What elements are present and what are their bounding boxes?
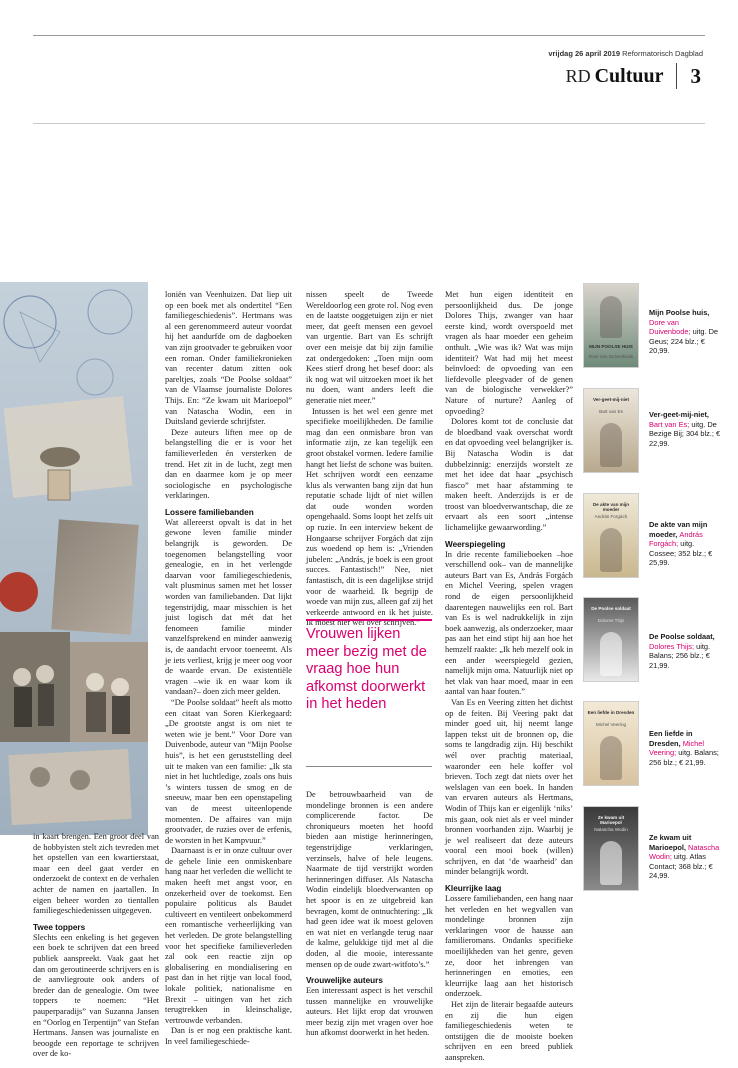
subheading: Twee toppers	[33, 922, 86, 932]
book-author: Natascha Wodin;	[649, 842, 720, 862]
paragraph: In drie recente familieboeken –hoe verschillend ook– van de mannelijke auteurs Bart van Es, András Forgách en Michel Veering, spelen vragen rond de eigen persoonlijkheid daarentegen nauwelijks een rol. Bart van Es is wel nadrukkelijk in zijn boek aanwezig, als onderzoeker, maar pas aan het eind stipt hij aan hoe het hemzelf raakte: „Ik heb mezelf ook in een ander weerspiegeld gezien, namelijk mijn oma. Natuurlijk niet op het vlak van haar moed, maar in een aantal van haar fouten.”	[445, 549, 573, 697]
book-details: uitg. De Bezige Bij; 304 blz.; € 22,99.	[649, 419, 721, 448]
book-cover-author: Bart van Es	[599, 409, 623, 414]
article-column-1	[33, 832, 159, 1060]
article-column-2	[165, 290, 292, 1048]
paragraph: in kaart brengen. Een groot deel van de hobbyisten stelt zich tevreden met het opstellen van een kwartierstaat, maar een deel gaat verder en onderzoekt de context en de verhalen achter de namen en jaartallen. In eigen beheer worden zo tientallen familiegeschiedenissen uitgegeven.	[33, 832, 159, 916]
book-cover-title: Een liefde in Dresden	[587, 710, 635, 715]
book-title: De akte van mijn moeder,	[649, 520, 708, 539]
book-title: Ver-geet-mij-niet,	[649, 410, 709, 419]
paragraph: Van Es en Veering zitten het dichtst op de feiten. Bij Veering pakt dat minder goed uit, hij neemt lange lappen tekst uit de bronnen op, die soms te langdradig zijn. Hij beschikt wél over prachtig materiaal, waaronder een hele koffer vol brieven. Toch zegt dat niets over het welslagen van een boek. In handen van ervaren auteurs als Hertmans, Wodin of Thijs kan er eigenlijk ‘niks’ mis gaan, ook niet als er veel minder bronnen voorhanden zijn. Waarbij je je wel realiseert dat deze auteurs vooral een mooi boek (willen) schrijven, en dat ‘de waarheid’ dan minder belangrijk wordt.	[445, 697, 573, 877]
book-cover-author: Michel Veering	[595, 722, 627, 727]
article-column-3	[306, 290, 433, 629]
book-cover-author: Dore van Duivenbode	[588, 354, 634, 359]
collage-illustration	[0, 282, 148, 835]
book-author: Bart van Es;	[649, 419, 692, 429]
book-title: De Poolse soldaat,	[649, 632, 715, 641]
book-title: Ze kwam uit Marioepol,	[649, 833, 692, 852]
issue-date: vrijdag 26 april 2019	[548, 49, 621, 58]
article-column-3-lower	[306, 790, 433, 1039]
brand-mark: RD	[565, 65, 591, 86]
paragraph: Dolores komt tot de conclusie dat de bloedband vaak overschat wordt en dat opvoeding veel belangrijker is. Bij Natascha Wodin is dat dubbelzinnig: enerzijds worstelt ze met het idee dat haar „psychisch fiasco” met haar afstamming te maken heeft. Anderzijds is er de troost van bloedverwantschap, die ze ervaart als een soort „intense lichamelijke gewaarwording.”	[445, 417, 573, 533]
book-cover	[583, 806, 639, 891]
book-cover-figure	[600, 296, 622, 338]
paragraph: Met hun eigen identiteit en persoonlijkheid dus. De jonge Dolores Thijs, zwanger van haar eerste kind, wordt overspoeld met vragen als haar moeder een geheim onthult. „Wie was ik? Wat was mijn identiteit? Wat had mij het meest beïnvloed: de opvoeding van een liefdevolle pleegvader of de genen van de biologische verwekker?” Nature of nurture? Aanleg of opvoeding?	[445, 290, 573, 416]
book-cover-figure	[600, 736, 622, 780]
paragraph: “De Poolse soldaat” heeft als motto een citaat van Soren Kierkegaard: „De grootste angst is om niet te weten wie je bent.” Voor Dore van Duivenbode, auteur van “Mijn Poolse huis”, is het een geruststelling deel uit te maken van een familie: „Ik sta niet in het luchtledige, zoals ons huis ’s winters tussen de smog en de sneeuw, maar ben een openstapeling van de meest uiteenlopende momenten. De affaires van mijn grootvader, de ruzies over de erfenis, de worsten in het Kampvuur.”	[165, 697, 292, 845]
book-author: Dolores Thijs;	[649, 641, 697, 651]
subheading: Kleurrijke laag	[445, 884, 502, 894]
book-info	[649, 308, 721, 356]
paragraph: Wat allereerst opvalt is dat in het gewone leven familie minder belangrijk is geworden. De toegenomen belangstelling voor genealogie, en in het verlengde daarvan voor familiegeschiedenis, valt plusminus samen met het losser worden van familiebanden. Dat lijkt tegenstrijdig, maar misschien is het juist logisch dat mét dat het fenomeen familie minder vanzelfsprekend en minder aanwezig is, de aandacht ervoor toeneemt. Als je iets verliest, krijg je meer oog voor de waarde ervan. De existentiële vragen –wie ik en waar kom ik vandaan?– doen zich meer gelden.	[165, 517, 292, 697]
paper-name: Reformatorisch Dagblad	[622, 49, 703, 58]
book-cover-title: MIJN POOLSE HUIS	[589, 344, 633, 349]
book-details: uitg. Cossee; 352 blz.; € 25,99.	[649, 539, 713, 568]
paragraph: Dan is er nog een praktische kant. In veel familiegeschiede-	[165, 1026, 292, 1046]
book-cover	[583, 701, 639, 786]
top-rule	[33, 35, 705, 36]
pull-quote: Vrouwen lijken meer bezig met de vraag hoe hun afkomst doorwerkt in het heden	[306, 619, 432, 767]
paragraph: loniën van Veenhuizen. Dat liep uit op een boek met als ondertitel “Een familiegeschiedenis”. Hertmans was al een gerenommeerd auteur voordat hij het aandurfde om de dagboeken van zijn grootvader te gebruiken voor een roman. Onder familiekronieken van recenter datum zitten ook pareltjes, zoals “De Poolse soldaat” van de Vlaamse journaliste Dolores Thijs. En: “Ze kwam uit Marioepol” van Natascha Wodin, een in Duitsland gevierde schrijfster.	[165, 290, 292, 427]
paragraph: Slechts een enkeling is het gegeven een boek te schrijven dat een breed publiek aanspreekt. Vaak gaat het dan om geroutineerde schrijvers en is de aanvliegroute ook anders of breder dan de genealogie. Om twee toppers te noemen: “Het pauperparadijs” van Suzanna Jansen en “Oorlog en Terpentijn” van Stefan Hertmans. Jansen was journaliste en beoogde een reportage te schrijven over de ko-	[33, 932, 159, 1059]
subheading: Lossere familiebanden	[165, 507, 254, 517]
article-column-4	[445, 290, 573, 1064]
masthead-divider	[676, 63, 677, 89]
book-cover-author: András Forgách	[594, 514, 628, 519]
subheading: Vrouwelijke auteurs	[306, 976, 383, 986]
article-photo-collage	[0, 282, 148, 835]
book-cover-title: Ver-geet-mij-niet	[593, 397, 629, 402]
paragraph: nissen speelt de Tweede Wereldoorlog een grote rol. Nog even en de laatste ooggetuigen zijn er niet meer, dat geeft mensen een gevoel van urgentie. Bart van Es schrijft over een meisje dat bij zijn familie zat ondergedoken: „Toen mijn oom Kees stierf drong het besef door: als ik nog wat wil uitzoeken moet ik het nu doen, want anders leeft die generatie niet meer.”	[306, 290, 433, 405]
book-cover	[583, 597, 639, 682]
paragraph: Een interessant aspect is het verschil tussen mannelijke en vrouwelijke auteurs. Het lijkt erop dat vrouwen meer bezig zijn met vragen over hoe hun afkomst doorwerkt in het heden.	[306, 986, 433, 1038]
book-cover-figure	[600, 841, 622, 885]
book-author: Michel Veering;	[649, 738, 705, 758]
book-title: Mijn Poolse huis,	[649, 308, 710, 317]
book-cover-author: Natascha Wodin	[594, 827, 628, 832]
book-cover-figure	[600, 632, 622, 676]
header-bottom-rule	[33, 123, 705, 124]
subheading: Weerspiegeling	[445, 539, 506, 549]
paragraph: Daarnaast is er in onze cultuur over de gehele linie een onmiskenbare hang naar het verleden die wellicht te maken heeft met angst voor, en onzekerheid over de toekomst. Een populaire politicus als Baudet cultiveert en ventileert onbekommerd een romantische verheerlijking van het verleden. De grote belangstelling voor het specifieke familieverleden zal ook een reactie zijn op globalisering en mondialisering en past dan in het rijtje van local food, lokale politiek, nationalisme en Brexit – uitingen van het zich terugtrekken in kleinschalige, vertrouwde verbanden.	[165, 846, 292, 1025]
book-author: Dore van Duivenbode;	[649, 317, 693, 337]
book-info	[649, 410, 721, 448]
book-cover	[583, 283, 639, 368]
book-info	[649, 833, 721, 881]
book-cover	[583, 493, 639, 578]
book-info	[649, 729, 721, 767]
paragraph: Intussen is het wel een genre met specifieke moeilijkheden. De familie mag dan een onmisbare bron van informatie zijn, ze kan tegelijk een groot obstakel vormen. Iedere familie hangt het liefst de schone was buiten. Het schrijven wordt een eenzame klus als verwanten bang zijn dat hun reputatie schade lijdt of niet willen dat oude wonden worden opengehaald. Soms loopt het zelfs uit op ruzie. In een interview bekent de Hongaarse schrijver Forgách dat zijn zus woedend op hem is: „Vrienden jubelen: „András, je boek is een groot succes. Fantastisch!” Nee, niet fantastisch, dit is een dagelijkse strijd voor de waarheid. Ik begrijp de woede van mijn zus, alleen gaf zij het verkeerde antwoord en ik het juiste. Ik moest hier wel over schrijven.”	[306, 406, 433, 628]
section-masthead	[566, 61, 701, 91]
book-details: uitg. Balans; 256 blz.; € 21,99.	[649, 641, 711, 670]
book-cover-title: De Poolse soldaat	[591, 606, 631, 611]
paragraph: Het zijn de literair begaafde auteurs en zij die hun eigen familiegeschiedenis weten te ontstijgen die de mooiste boeken schrijven en een breed publiek aanspreken.	[445, 1000, 573, 1062]
page-number: 3	[690, 63, 701, 88]
book-cover-title: De akte van mijn moeder	[592, 502, 630, 513]
book-cover	[583, 388, 639, 473]
section-title: Cultuur	[594, 64, 664, 87]
book-details: uitg. Balans; 256 blz.; € 21,99.	[649, 748, 719, 767]
book-cover-figure	[600, 423, 622, 467]
book-author: András Forgách;	[649, 529, 703, 549]
book-cover-author: Dolores Thijs	[597, 618, 625, 623]
paragraph: Deze auteurs liften mee op de belangstelling die er is voor het familieverleden én versterken de trend. Het zit in de lucht, zegt men dan en daarmee kom je op meer sociologische en psychologische verklaringen.	[165, 427, 292, 501]
book-cover-title: Ze kwam uit Marioepol	[597, 815, 625, 826]
book-details: uitg. Atlas Contact; 368 blz.; € 24,99.	[649, 852, 713, 881]
paragraph: Lossere familiebanden, een hang naar het verleden en het wegvallen van mondelinge bronnen zijn verklaringen voor de hausse aan familieromans. Ondanks specifieke moeilijkheden van het genre, geven ze, door het inbrengen van herinneringen en emoties, een kleurrijke laag aan het historisch onderzoek.	[445, 894, 573, 999]
book-cover-figure	[600, 528, 622, 572]
book-title: Een liefde in Dresden,	[649, 729, 693, 748]
book-info	[649, 520, 721, 568]
book-details: uitg. De Geus; 224 blz.; € 20,99.	[649, 327, 719, 356]
dateline	[548, 49, 703, 58]
book-info	[649, 632, 721, 670]
paragraph: De betrouwbaarheid van de mondelinge bronnen is een andere complicerende factor. De chroniqueurs moeten het hoofd bieden aan mistige herinneringen, tegenstrijdige verklaringen, verzinsels, halve of hele leugens. Naarmate de tijd verstrijkt worden herinneringen diffuser. Als Natascha Wodin eindelijk bloedverwanten op het spoor is en ze uitgebreid kan bevragen, komt de ontnuchtering: „Ik had geen idee wat ik moest geloven en wat niet en verlangde terug naar de kalme, gelukkige tijd met al die doden, al die mooie, interessante mensen op de oude zwart-witfoto’s.”	[306, 790, 433, 969]
